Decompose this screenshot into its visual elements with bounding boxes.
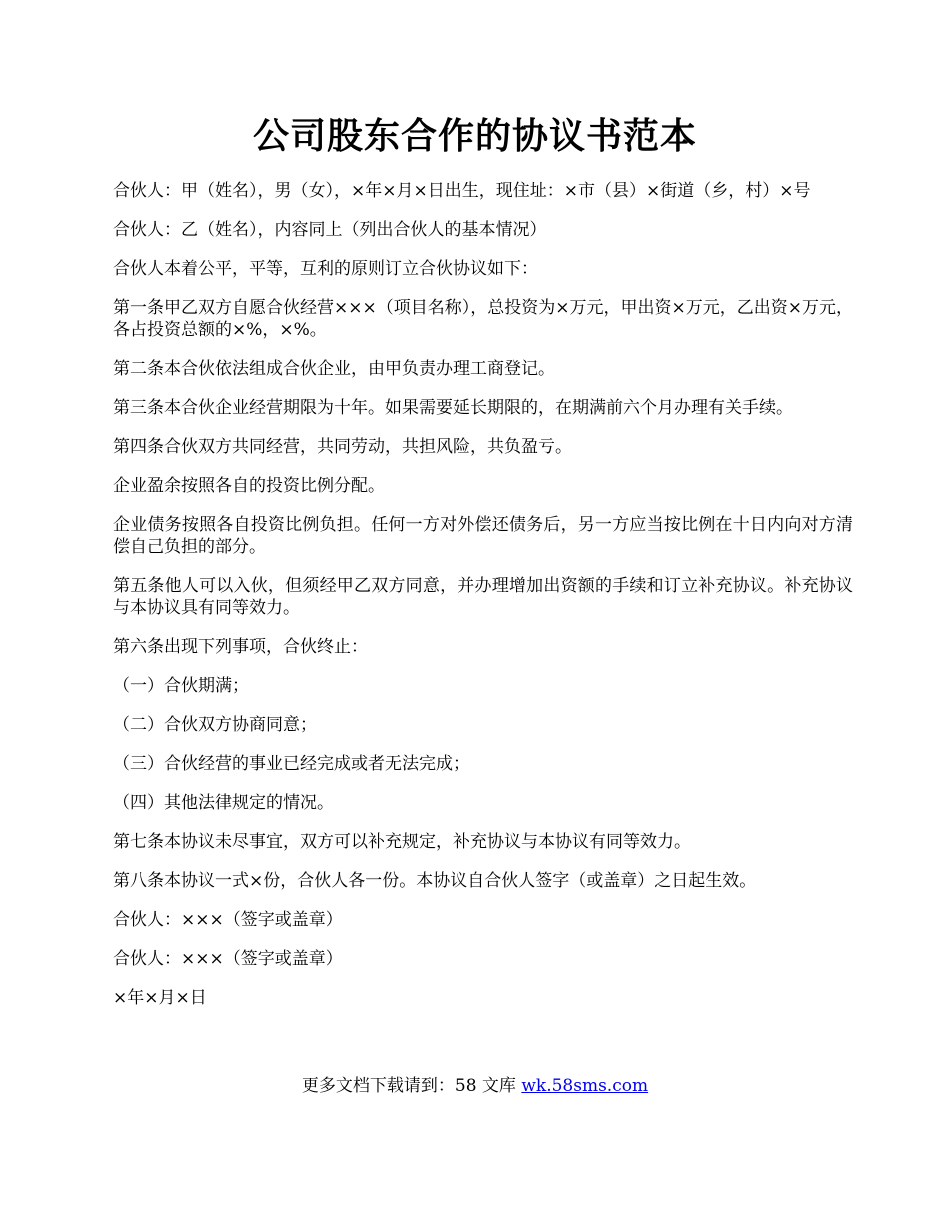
document-title: 公司股东合作的协议书范本 <box>252 115 697 157</box>
paragraph-debt: 企业债务按照各自投资比例负担。任何一方对外偿还债务后，另一方应当按比例在十日内向对方清偿自己负担的部分。 <box>113 515 853 557</box>
list-item-term-2: （二）合伙双方协商同意； <box>113 715 317 735</box>
footer <box>0 1075 950 1097</box>
paragraph-profit: 企业盈余按照各自的投资比例分配。 <box>113 476 385 496</box>
signature-line-1: 合伙人：×××（签字或盖章） <box>113 910 343 930</box>
paragraph-article-7: 第七条本协议未尽事宜，双方可以补充规定，补充协议与本协议有同等效力。 <box>113 832 691 852</box>
paragraph-article-6: 第六条出现下列事项，合伙终止： <box>113 637 368 657</box>
paragraph-partner-b: 合伙人：乙（姓名），内容同上（列出合伙人的基本情况） <box>113 220 547 240</box>
paragraph-article-5: 第五条他人可以入伙，但须经甲乙双方同意，并办理增加出资额的手续和订立补充协议。补充协议与本协议具有同等效力。 <box>113 576 853 618</box>
paragraph-article-3: 第三条本合伙企业经营期限为十年。如果需要延长期限的，在期满前六个月办理有关手续。 <box>113 398 793 418</box>
signature-line-2: 合伙人：×××（签字或盖章） <box>113 949 343 969</box>
list-item-term-3: （三）合伙经营的事业已经完成或者无法完成； <box>113 754 470 774</box>
document-body <box>113 180 853 1026</box>
list-item-term-1: （一）合伙期满； <box>113 676 249 696</box>
footer-link[interactable]: wk.58sms.com <box>521 1076 649 1096</box>
list-item-term-4: （四）其他法律规定的情况。 <box>113 793 334 813</box>
paragraph-article-2: 第二条本合伙依法组成合伙企业，由甲负责办理工商登记。 <box>113 359 555 379</box>
footer-text: 更多文档下载请到：58 文库 <box>301 1076 522 1096</box>
paragraph-article-4: 第四条合伙双方共同经营，共同劳动，共担风险，共负盈亏。 <box>113 437 572 457</box>
paragraph-partner-a: 合伙人：甲（姓名），男（女），×年×月×日出生，现住址：×市（县）×街道（乡，村）×号 <box>113 181 811 201</box>
paragraph-article-1: 第一条甲乙双方自愿合伙经营×××（项目名称），总投资为×万元，甲出资×万元，乙出资×万元，各占投资总额的×%，×%。 <box>113 298 853 340</box>
paragraph-preamble: 合伙人本着公平，平等，互利的原则订立合伙协议如下： <box>113 259 538 279</box>
date-line: ×年×月×日 <box>113 988 207 1008</box>
paragraph-article-8: 第八条本协议一式×份，合伙人各一份。本协议自合伙人签字（或盖章）之日起生效。 <box>113 871 757 891</box>
